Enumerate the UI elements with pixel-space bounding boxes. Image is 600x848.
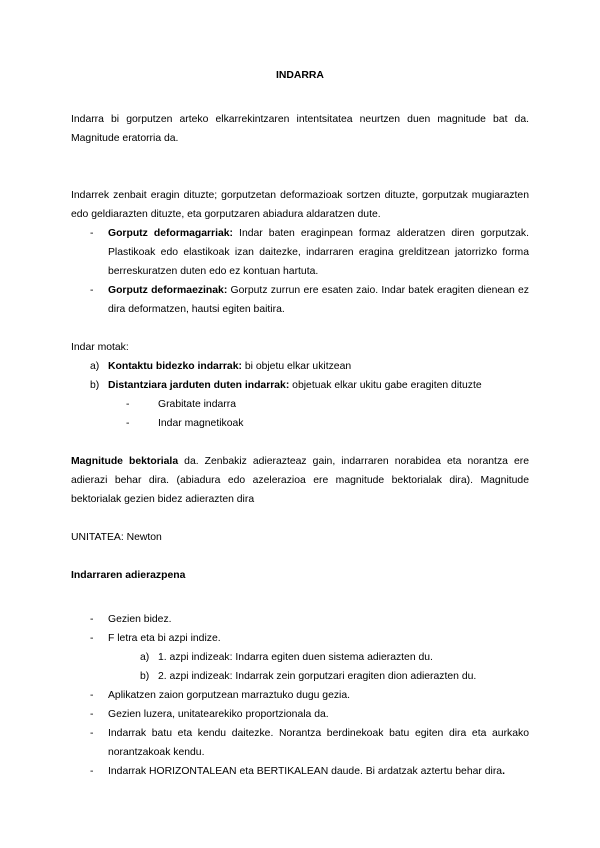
list-text: 1. azpi indizeak: Indarra egiten duen sistema adierazten du. <box>158 652 433 663</box>
sublist-text: Grabitate indarra <box>158 399 236 410</box>
list-text: Indarrak batu eta kendu daitezke. Norantza berdinekoak batu egiten dira eta aurkako norantzakoak kendu. <box>108 728 529 758</box>
sublist-text: Indar magnetikoak <box>158 418 244 429</box>
list-item <box>71 667 529 686</box>
list-item <box>71 357 529 376</box>
list-text: F letra eta bi azpi indize. <box>108 633 221 644</box>
list-item <box>71 281 529 319</box>
list-text: Gezien luzera, unitatearekiko proportzionala da. <box>108 709 329 720</box>
list-marker: - <box>90 614 94 625</box>
unit-line: UNITATEA: Newton <box>71 532 162 543</box>
term-contact-forces: Kontaktu bidezko indarrak: <box>108 361 242 372</box>
list-marker: - <box>90 766 94 777</box>
list-marker: - <box>90 709 94 720</box>
document-body <box>71 66 529 781</box>
list-marker: a) <box>140 652 150 663</box>
list-text: Aplikatzen zaion gorputzean marraztuko dugu gezia. <box>108 690 351 701</box>
representation-list-continued <box>71 686 529 781</box>
list-marker: - <box>90 285 94 296</box>
list-item <box>71 610 529 629</box>
term-distance-forces-desc: objetuak elkar ukitu gabe eragiten dituzte <box>289 380 482 391</box>
vector-paragraph <box>71 452 529 509</box>
list-text-trail: . <box>502 766 505 777</box>
list-item <box>71 648 529 667</box>
subindex-list <box>71 648 529 686</box>
term-vector-magnitude: Magnitude bektoriala <box>71 456 179 467</box>
list-item <box>71 376 529 395</box>
term-rigid: Gorputz deformaezinak: <box>108 285 228 296</box>
list-item <box>71 705 529 724</box>
list-marker: - <box>90 728 94 739</box>
list-item <box>71 724 529 762</box>
intro-paragraph: Indarra bi gorputzen arteko elkarrekintzaren intentsitatea neurtzen duen magnitude bat da. Magnitude eratorria da. <box>71 114 529 144</box>
list-item <box>71 762 529 781</box>
body-types-list <box>71 224 529 319</box>
representation-heading: Indarraren adierazpena <box>71 570 186 581</box>
list-marker: - <box>90 228 94 239</box>
term-deformable-desc: Indar baten eraginpean formaz alderatzen diren gorputzak. Plastikoak edo elastikoak izan daitezke, indarraren eragina grelditzean jatorrizko forma berreskuratzen duten edo ez kontuan hartuta. <box>108 228 529 277</box>
term-contact-forces-desc: bi objetu elkar ukitzean <box>241 361 352 372</box>
term-rigid-desc: Gorputz zurrun ere esaten zaio. Indar batek eragiten dienean ez dira deformatzen, hautsi egiten baitira. <box>108 285 529 315</box>
list-marker: - <box>126 418 130 429</box>
term-distance-forces: Distantziara jarduten duten indarrak: <box>108 380 290 391</box>
list-text: Gezien bidez. <box>108 614 172 625</box>
list-item <box>71 224 529 281</box>
list-text: Indarrak HORIZONTALEAN eta BERTIKALEAN daude. Bi ardatzak aztertu behar dira <box>108 766 503 777</box>
force-types-list <box>71 357 529 395</box>
list-marker: b) <box>90 380 100 391</box>
term-deformable: Gorputz deformagarriak: <box>108 228 233 239</box>
list-marker: - <box>90 690 94 701</box>
list-item <box>71 686 529 705</box>
list-marker: - <box>90 633 94 644</box>
list-marker: - <box>126 399 130 410</box>
vector-desc: da. Zenbakiz adierazteaz gain, indarraren norabidea eta norantza ere adierazi behar dira. (abiadura edo azelerazioa ere magnitude bektorialak dira). Magnitude bektorialak gezien bidez adierazten dira <box>71 456 530 505</box>
force-types-heading: Indar motak: <box>71 342 129 353</box>
list-item <box>71 629 529 648</box>
list-marker: a) <box>90 361 100 372</box>
list-marker: b) <box>140 671 150 682</box>
list-item <box>71 414 529 433</box>
distance-forces-sublist <box>71 395 529 433</box>
page-title: INDARRA <box>276 70 324 81</box>
representation-list <box>71 610 529 648</box>
list-text: 2. azpi indizeak: Indarrak zein gorputzari eragiten dion adierazten du. <box>158 671 477 682</box>
effects-paragraph: Indarrek zenbait eragin dituzte; gorputzetan deformazioak sortzen dituzte, gorputzak mugiarazten edo geldiarazten dituzte, eta gorputzaren abiadura aldaratzen dute. <box>71 190 529 220</box>
list-item <box>71 395 529 414</box>
